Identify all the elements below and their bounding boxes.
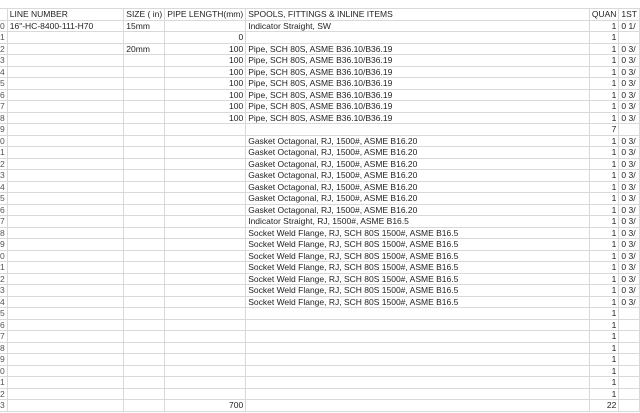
cell-item[interactable]: Socket Weld Flange, RJ, SCH 80S 1500#, ASME B16.5 — [246, 273, 590, 285]
cell-first[interactable]: 0 3/ — [619, 204, 640, 216]
cell-item[interactable] — [246, 342, 590, 354]
cell-quantity[interactable]: 1 — [589, 66, 619, 78]
row-number: 2 — [0, 388, 7, 400]
spreadsheet-grid — [0, 8, 640, 412]
cell-quantity[interactable]: 1 — [589, 331, 619, 343]
row-number: 9 — [0, 354, 7, 366]
cell-pipe-length[interactable] — [165, 158, 246, 170]
cell-pipe-length[interactable] — [165, 365, 246, 377]
cell-first[interactable] — [619, 331, 640, 343]
cell-quantity[interactable]: 1 — [589, 78, 619, 90]
row-number: 7 — [0, 331, 7, 343]
cell-item[interactable] — [246, 32, 590, 44]
cell-size[interactable] — [124, 273, 165, 285]
cell-line-number[interactable] — [7, 342, 124, 354]
cell-item[interactable]: Gasket Octagonal, RJ, 1500#, ASME B16.20 — [246, 147, 590, 159]
cell-size[interactable] — [124, 181, 165, 193]
cell-pipe-length[interactable] — [165, 388, 246, 400]
cell-item[interactable] — [246, 319, 590, 331]
cell-line-number[interactable] — [7, 296, 124, 308]
table-row — [0, 43, 640, 55]
cell-size[interactable] — [124, 147, 165, 159]
cell-first[interactable]: 0 3/ — [619, 66, 640, 78]
cell-size[interactable] — [124, 216, 165, 228]
cell-quantity[interactable]: 1 — [589, 32, 619, 44]
cell-line-number[interactable] — [7, 78, 124, 90]
cell-item[interactable]: Socket Weld Flange, RJ, SCH 80S 1500#, ASME B16.5 — [246, 227, 590, 239]
cell-first[interactable]: 0 3/ — [619, 55, 640, 67]
cell-size[interactable] — [124, 388, 165, 400]
cell-first[interactable]: 0 3/ — [619, 101, 640, 113]
row-number: 3 — [0, 285, 7, 297]
cell-size[interactable] — [124, 78, 165, 90]
cell-pipe-length[interactable] — [165, 354, 246, 366]
cell-line-number[interactable] — [7, 89, 124, 101]
cell-first[interactable]: 0 3/ — [619, 170, 640, 182]
row-number: 6 — [0, 319, 7, 331]
cell-size[interactable] — [124, 262, 165, 274]
cell-line-number[interactable] — [7, 285, 124, 297]
cell-quantity[interactable]: 1 — [589, 43, 619, 55]
table-row — [0, 239, 640, 251]
cell-line-number[interactable] — [7, 354, 124, 366]
table-row — [0, 227, 640, 239]
table-row — [0, 101, 640, 113]
cell-item[interactable]: Socket Weld Flange, RJ, SCH 80S 1500#, ASME B16.5 — [246, 239, 590, 251]
row-number: 3 — [0, 55, 7, 67]
cell-first[interactable] — [619, 388, 640, 400]
cell-line-number[interactable] — [7, 308, 124, 320]
table-row — [0, 354, 640, 366]
table-row — [0, 147, 640, 159]
cell-first[interactable]: 0 3/ — [619, 181, 640, 193]
row-number: 1 — [0, 262, 7, 274]
row-number: 2 — [0, 158, 7, 170]
cell-quantity[interactable]: 1 — [589, 262, 619, 274]
cell-quantity[interactable]: 1 — [589, 204, 619, 216]
cell-pipe-length[interactable] — [165, 20, 246, 32]
cell-quantity[interactable]: 1 — [589, 342, 619, 354]
cell-quantity[interactable]: 1 — [589, 365, 619, 377]
row-number: 5 — [0, 193, 7, 205]
table-row — [0, 377, 640, 389]
cell-quantity[interactable]: 1 — [589, 55, 619, 67]
table-row — [0, 273, 640, 285]
header-first[interactable]: 1ST — [619, 9, 640, 21]
row-number: 1 — [0, 377, 7, 389]
cell-size[interactable] — [124, 32, 165, 44]
row-number: 4 — [0, 66, 7, 78]
table-row — [0, 181, 640, 193]
cell-quantity[interactable]: 1 — [589, 193, 619, 205]
cell-size[interactable] — [124, 112, 165, 124]
table-row — [0, 285, 640, 297]
cell-pipe-length[interactable]: 100 — [165, 55, 246, 67]
table-row — [0, 331, 640, 343]
cell-pipe-length[interactable]: 700 — [165, 400, 246, 412]
cell-first[interactable] — [619, 308, 640, 320]
cell-line-number[interactable] — [7, 331, 124, 343]
cell-pipe-length[interactable] — [165, 135, 246, 147]
cell-size[interactable] — [124, 285, 165, 297]
cell-item[interactable] — [246, 354, 590, 366]
cell-first[interactable] — [619, 124, 640, 136]
cell-line-number[interactable] — [7, 262, 124, 274]
row-number: 5 — [0, 308, 7, 320]
row-number: 1 — [0, 147, 7, 159]
header-line-number[interactable]: LINE NUMBER — [7, 9, 124, 21]
table-row — [0, 319, 640, 331]
cell-first[interactable]: 0 3/ — [619, 216, 640, 228]
cell-item[interactable]: Socket Weld Flange, RJ, SCH 80S 1500#, ASME B16.5 — [246, 285, 590, 297]
cell-line-number[interactable] — [7, 193, 124, 205]
row-number: 4 — [0, 181, 7, 193]
cell-line-number[interactable] — [7, 319, 124, 331]
cell-pipe-length[interactable] — [165, 319, 246, 331]
cell-size[interactable] — [124, 158, 165, 170]
cell-pipe-length[interactable] — [165, 377, 246, 389]
cell-first[interactable]: 0 3/ — [619, 158, 640, 170]
table-row — [0, 216, 640, 228]
table-row — [0, 20, 640, 32]
cell-pipe-length[interactable] — [165, 147, 246, 159]
cell-quantity[interactable]: 1 — [589, 250, 619, 262]
cell-item[interactable]: Gasket Octagonal, RJ, 1500#, ASME B16.20 — [246, 193, 590, 205]
cell-quantity[interactable]: 1 — [589, 101, 619, 113]
row-number: 8 — [0, 112, 7, 124]
cell-item[interactable] — [246, 377, 590, 389]
cell-quantity[interactable]: 1 — [589, 158, 619, 170]
cell-size[interactable] — [124, 239, 165, 251]
row-number: 0 — [0, 20, 7, 32]
cell-item[interactable]: Pipe, SCH 80S, ASME B36.10/B36.19 — [246, 66, 590, 78]
row-number: 9 — [0, 239, 7, 251]
cell-quantity[interactable]: 1 — [589, 112, 619, 124]
cell-line-number[interactable] — [7, 147, 124, 159]
cell-pipe-length[interactable] — [165, 285, 246, 297]
table-row — [0, 135, 640, 147]
cell-first[interactable]: 0 3/ — [619, 89, 640, 101]
cell-first[interactable]: 0 3/ — [619, 239, 640, 251]
cell-first[interactable]: 0 3/ — [619, 43, 640, 55]
cell-pipe-length[interactable] — [165, 239, 246, 251]
cell-item[interactable]: Gasket Octagonal, RJ, 1500#, ASME B16.20 — [246, 181, 590, 193]
cell-line-number[interactable] — [7, 216, 124, 228]
cell-quantity[interactable]: 1 — [589, 308, 619, 320]
cell-quantity[interactable]: 22 — [589, 400, 619, 412]
cell-line-number[interactable] — [7, 124, 124, 136]
cell-line-number[interactable] — [7, 239, 124, 251]
cell-line-number[interactable] — [7, 112, 124, 124]
cell-size[interactable] — [124, 55, 165, 67]
cell-first[interactable]: 0 3/ — [619, 273, 640, 285]
cell-size[interactable] — [124, 296, 165, 308]
table-row — [0, 55, 640, 67]
row-number: 3 — [0, 170, 7, 182]
cell-size[interactable] — [124, 101, 165, 113]
row-number: 5 — [0, 78, 7, 90]
table-row — [0, 124, 640, 136]
cell-line-number[interactable] — [7, 388, 124, 400]
table-row — [0, 78, 640, 90]
row-number: 6 — [0, 204, 7, 216]
cell-item[interactable] — [246, 400, 590, 412]
cell-quantity[interactable]: 1 — [589, 181, 619, 193]
cell-pipe-length[interactable] — [165, 170, 246, 182]
cell-pipe-length[interactable] — [165, 342, 246, 354]
cell-quantity[interactable]: 1 — [589, 227, 619, 239]
cell-first[interactable] — [619, 319, 640, 331]
cell-size[interactable] — [124, 250, 165, 262]
cell-item[interactable] — [246, 308, 590, 320]
cell-item[interactable]: Socket Weld Flange, RJ, SCH 80S 1500#, ASME B16.5 — [246, 296, 590, 308]
row-number: 9 — [0, 124, 7, 136]
grid-body — [0, 9, 640, 412]
cell-size[interactable]: 20mm — [124, 43, 165, 55]
row-number: 2 — [0, 43, 7, 55]
table-row — [0, 250, 640, 262]
cell-quantity[interactable]: 1 — [589, 273, 619, 285]
cell-quantity[interactable]: 1 — [589, 89, 619, 101]
cell-pipe-length[interactable] — [165, 250, 246, 262]
cell-item[interactable]: Socket Weld Flange, RJ, SCH 80S 1500#, ASME B16.5 — [246, 250, 590, 262]
header-row — [0, 9, 640, 21]
cell-line-number[interactable] — [7, 55, 124, 67]
cell-line-number[interactable] — [7, 158, 124, 170]
row-number: 6 — [0, 89, 7, 101]
header-items[interactable]: SPOOLS, FITTINGS & INLINE ITEMS — [246, 9, 590, 21]
cell-line-number[interactable] — [7, 170, 124, 182]
cell-first[interactable] — [619, 365, 640, 377]
cell-item[interactable]: Indicator Straight, RJ, 1500#, ASME B16.5 — [246, 216, 590, 228]
header-pipe-length[interactable]: PIPE LENGTH(mm) — [165, 9, 246, 21]
table-row — [0, 400, 640, 412]
cell-item[interactable]: Socket Weld Flange, RJ, SCH 80S 1500#, ASME B16.5 — [246, 262, 590, 274]
table-row — [0, 170, 640, 182]
table-row — [0, 158, 640, 170]
table-row — [0, 32, 640, 44]
row-number: 7 — [0, 101, 7, 113]
row-number: 8 — [0, 342, 7, 354]
cell-quantity[interactable]: 1 — [589, 147, 619, 159]
table-row — [0, 296, 640, 308]
table-row — [0, 204, 640, 216]
cell-pipe-length[interactable]: 100 — [165, 43, 246, 55]
cell-size[interactable] — [124, 400, 165, 412]
cell-first[interactable]: 0 3/ — [619, 262, 640, 274]
row-number: 4 — [0, 296, 7, 308]
table-row — [0, 365, 640, 377]
cell-line-number[interactable] — [7, 377, 124, 389]
cell-item[interactable]: Gasket Octagonal, RJ, 1500#, ASME B16.20 — [246, 158, 590, 170]
cell-quantity[interactable]: 1 — [589, 285, 619, 297]
cell-size[interactable] — [124, 66, 165, 78]
row-number — [0, 9, 7, 21]
row-number: 8 — [0, 227, 7, 239]
cell-line-number[interactable] — [7, 101, 124, 113]
cell-item[interactable]: Pipe, SCH 80S, ASME B36.10/B36.19 — [246, 89, 590, 101]
cell-item[interactable]: Pipe, SCH 80S, ASME B36.10/B36.19 — [246, 112, 590, 124]
cell-line-number[interactable] — [7, 135, 124, 147]
cell-line-number[interactable] — [7, 181, 124, 193]
cell-quantity[interactable]: 1 — [589, 388, 619, 400]
cell-line-number[interactable] — [7, 400, 124, 412]
cell-line-number[interactable] — [7, 43, 124, 55]
cell-quantity[interactable]: 7 — [589, 124, 619, 136]
cell-item[interactable]: Pipe, SCH 80S, ASME B36.10/B36.19 — [246, 101, 590, 113]
cell-quantity[interactable]: 1 — [589, 377, 619, 389]
cell-item[interactable]: Pipe, SCH 80S, ASME B36.10/B36.19 — [246, 55, 590, 67]
cell-first[interactable] — [619, 354, 640, 366]
cell-pipe-length[interactable] — [165, 308, 246, 320]
cell-first[interactable] — [619, 377, 640, 389]
cell-pipe-length[interactable] — [165, 124, 246, 136]
cell-pipe-length[interactable] — [165, 296, 246, 308]
cell-first[interactable]: 0 3/ — [619, 78, 640, 90]
cell-first[interactable]: 0 3/ — [619, 112, 640, 124]
cell-quantity[interactable]: 1 — [589, 170, 619, 182]
cell-quantity[interactable]: 1 — [589, 354, 619, 366]
table-row — [0, 388, 640, 400]
cell-pipe-length[interactable] — [165, 273, 246, 285]
cell-item[interactable]: Pipe, SCH 80S, ASME B36.10/B36.19 — [246, 78, 590, 90]
cell-quantity[interactable]: 1 — [589, 135, 619, 147]
cell-quantity[interactable]: 1 — [589, 20, 619, 32]
cell-first[interactable] — [619, 342, 640, 354]
cell-first[interactable]: 0 3/ — [619, 250, 640, 262]
cell-first[interactable]: 0 3/ — [619, 147, 640, 159]
cell-item[interactable]: Gasket Octagonal, RJ, 1500#, ASME B16.20 — [246, 204, 590, 216]
cell-item[interactable]: Pipe, SCH 80S, ASME B36.10/B36.19 — [246, 43, 590, 55]
cell-line-number[interactable] — [7, 66, 124, 78]
cell-size[interactable] — [124, 204, 165, 216]
table-row — [0, 112, 640, 124]
cell-item[interactable] — [246, 388, 590, 400]
header-size[interactable]: SIZE ( in) — [124, 9, 165, 21]
row-number: 7 — [0, 216, 7, 228]
table-row — [0, 89, 640, 101]
cell-first[interactable] — [619, 400, 640, 412]
cell-line-number[interactable] — [7, 365, 124, 377]
cell-item[interactable] — [246, 124, 590, 136]
cell-quantity[interactable]: 1 — [589, 216, 619, 228]
cell-size[interactable] — [124, 89, 165, 101]
cell-line-number[interactable] — [7, 204, 124, 216]
cell-quantity[interactable]: 1 — [589, 239, 619, 251]
row-number: 2 — [0, 273, 7, 285]
cell-pipe-length[interactable] — [165, 204, 246, 216]
cell-pipe-length[interactable]: 100 — [165, 66, 246, 78]
cell-pipe-length[interactable]: 100 — [165, 101, 246, 113]
cell-line-number[interactable] — [7, 250, 124, 262]
cell-size[interactable] — [124, 124, 165, 136]
cell-first[interactable]: 0 3/ — [619, 227, 640, 239]
cell-first[interactable]: 0 3/ — [619, 193, 640, 205]
cell-item[interactable]: Indicator Straight, SW — [246, 20, 590, 32]
cell-line-number[interactable]: 16"-HC-8400-111-H70 — [7, 20, 124, 32]
row-number: 3 — [0, 400, 7, 412]
cell-first[interactable]: 0 3/ — [619, 285, 640, 297]
cell-first[interactable]: 0 3/ — [619, 135, 640, 147]
cell-item[interactable] — [246, 365, 590, 377]
header-quantity[interactable]: QUAN — [589, 9, 619, 21]
cell-size[interactable] — [124, 193, 165, 205]
cell-size[interactable] — [124, 319, 165, 331]
cell-size[interactable] — [124, 377, 165, 389]
table-row — [0, 308, 640, 320]
table-row — [0, 342, 640, 354]
cell-pipe-length[interactable] — [165, 262, 246, 274]
cell-pipe-length[interactable]: 0 — [165, 32, 246, 44]
cell-line-number[interactable] — [7, 273, 124, 285]
cell-pipe-length[interactable]: 100 — [165, 78, 246, 90]
cell-item[interactable]: Gasket Octagonal, RJ, 1500#, ASME B16.20 — [246, 135, 590, 147]
cell-size[interactable] — [124, 135, 165, 147]
table-row — [0, 66, 640, 78]
cell-quantity[interactable]: 1 — [589, 296, 619, 308]
row-number: 1 — [0, 32, 7, 44]
table-row — [0, 193, 640, 205]
cell-first[interactable]: 0 1/ — [619, 20, 640, 32]
table-row — [0, 262, 640, 274]
row-number: 0 — [0, 365, 7, 377]
row-number: 0 — [0, 250, 7, 262]
cell-pipe-length[interactable] — [165, 216, 246, 228]
cell-size[interactable] — [124, 227, 165, 239]
cell-size[interactable] — [124, 308, 165, 320]
cell-line-number[interactable] — [7, 32, 124, 44]
cell-item[interactable] — [246, 331, 590, 343]
cell-pipe-length[interactable] — [165, 181, 246, 193]
cell-size[interactable] — [124, 342, 165, 354]
cell-pipe-length[interactable]: 100 — [165, 89, 246, 101]
cell-size[interactable]: 15mm — [124, 20, 165, 32]
cell-size[interactable] — [124, 331, 165, 343]
cell-line-number[interactable] — [7, 227, 124, 239]
cell-size[interactable] — [124, 170, 165, 182]
cell-size[interactable] — [124, 354, 165, 366]
row-number: 0 — [0, 135, 7, 147]
cell-size[interactable] — [124, 365, 165, 377]
cell-first[interactable]: 0 3/ — [619, 296, 640, 308]
cell-pipe-length[interactable] — [165, 331, 246, 343]
cell-pipe-length[interactable] — [165, 193, 246, 205]
cell-pipe-length[interactable] — [165, 227, 246, 239]
cell-item[interactable]: Gasket Octagonal, RJ, 1500#, ASME B16.20 — [246, 170, 590, 182]
cell-quantity[interactable]: 1 — [589, 319, 619, 331]
cell-pipe-length[interactable]: 100 — [165, 112, 246, 124]
cell-first[interactable] — [619, 32, 640, 44]
